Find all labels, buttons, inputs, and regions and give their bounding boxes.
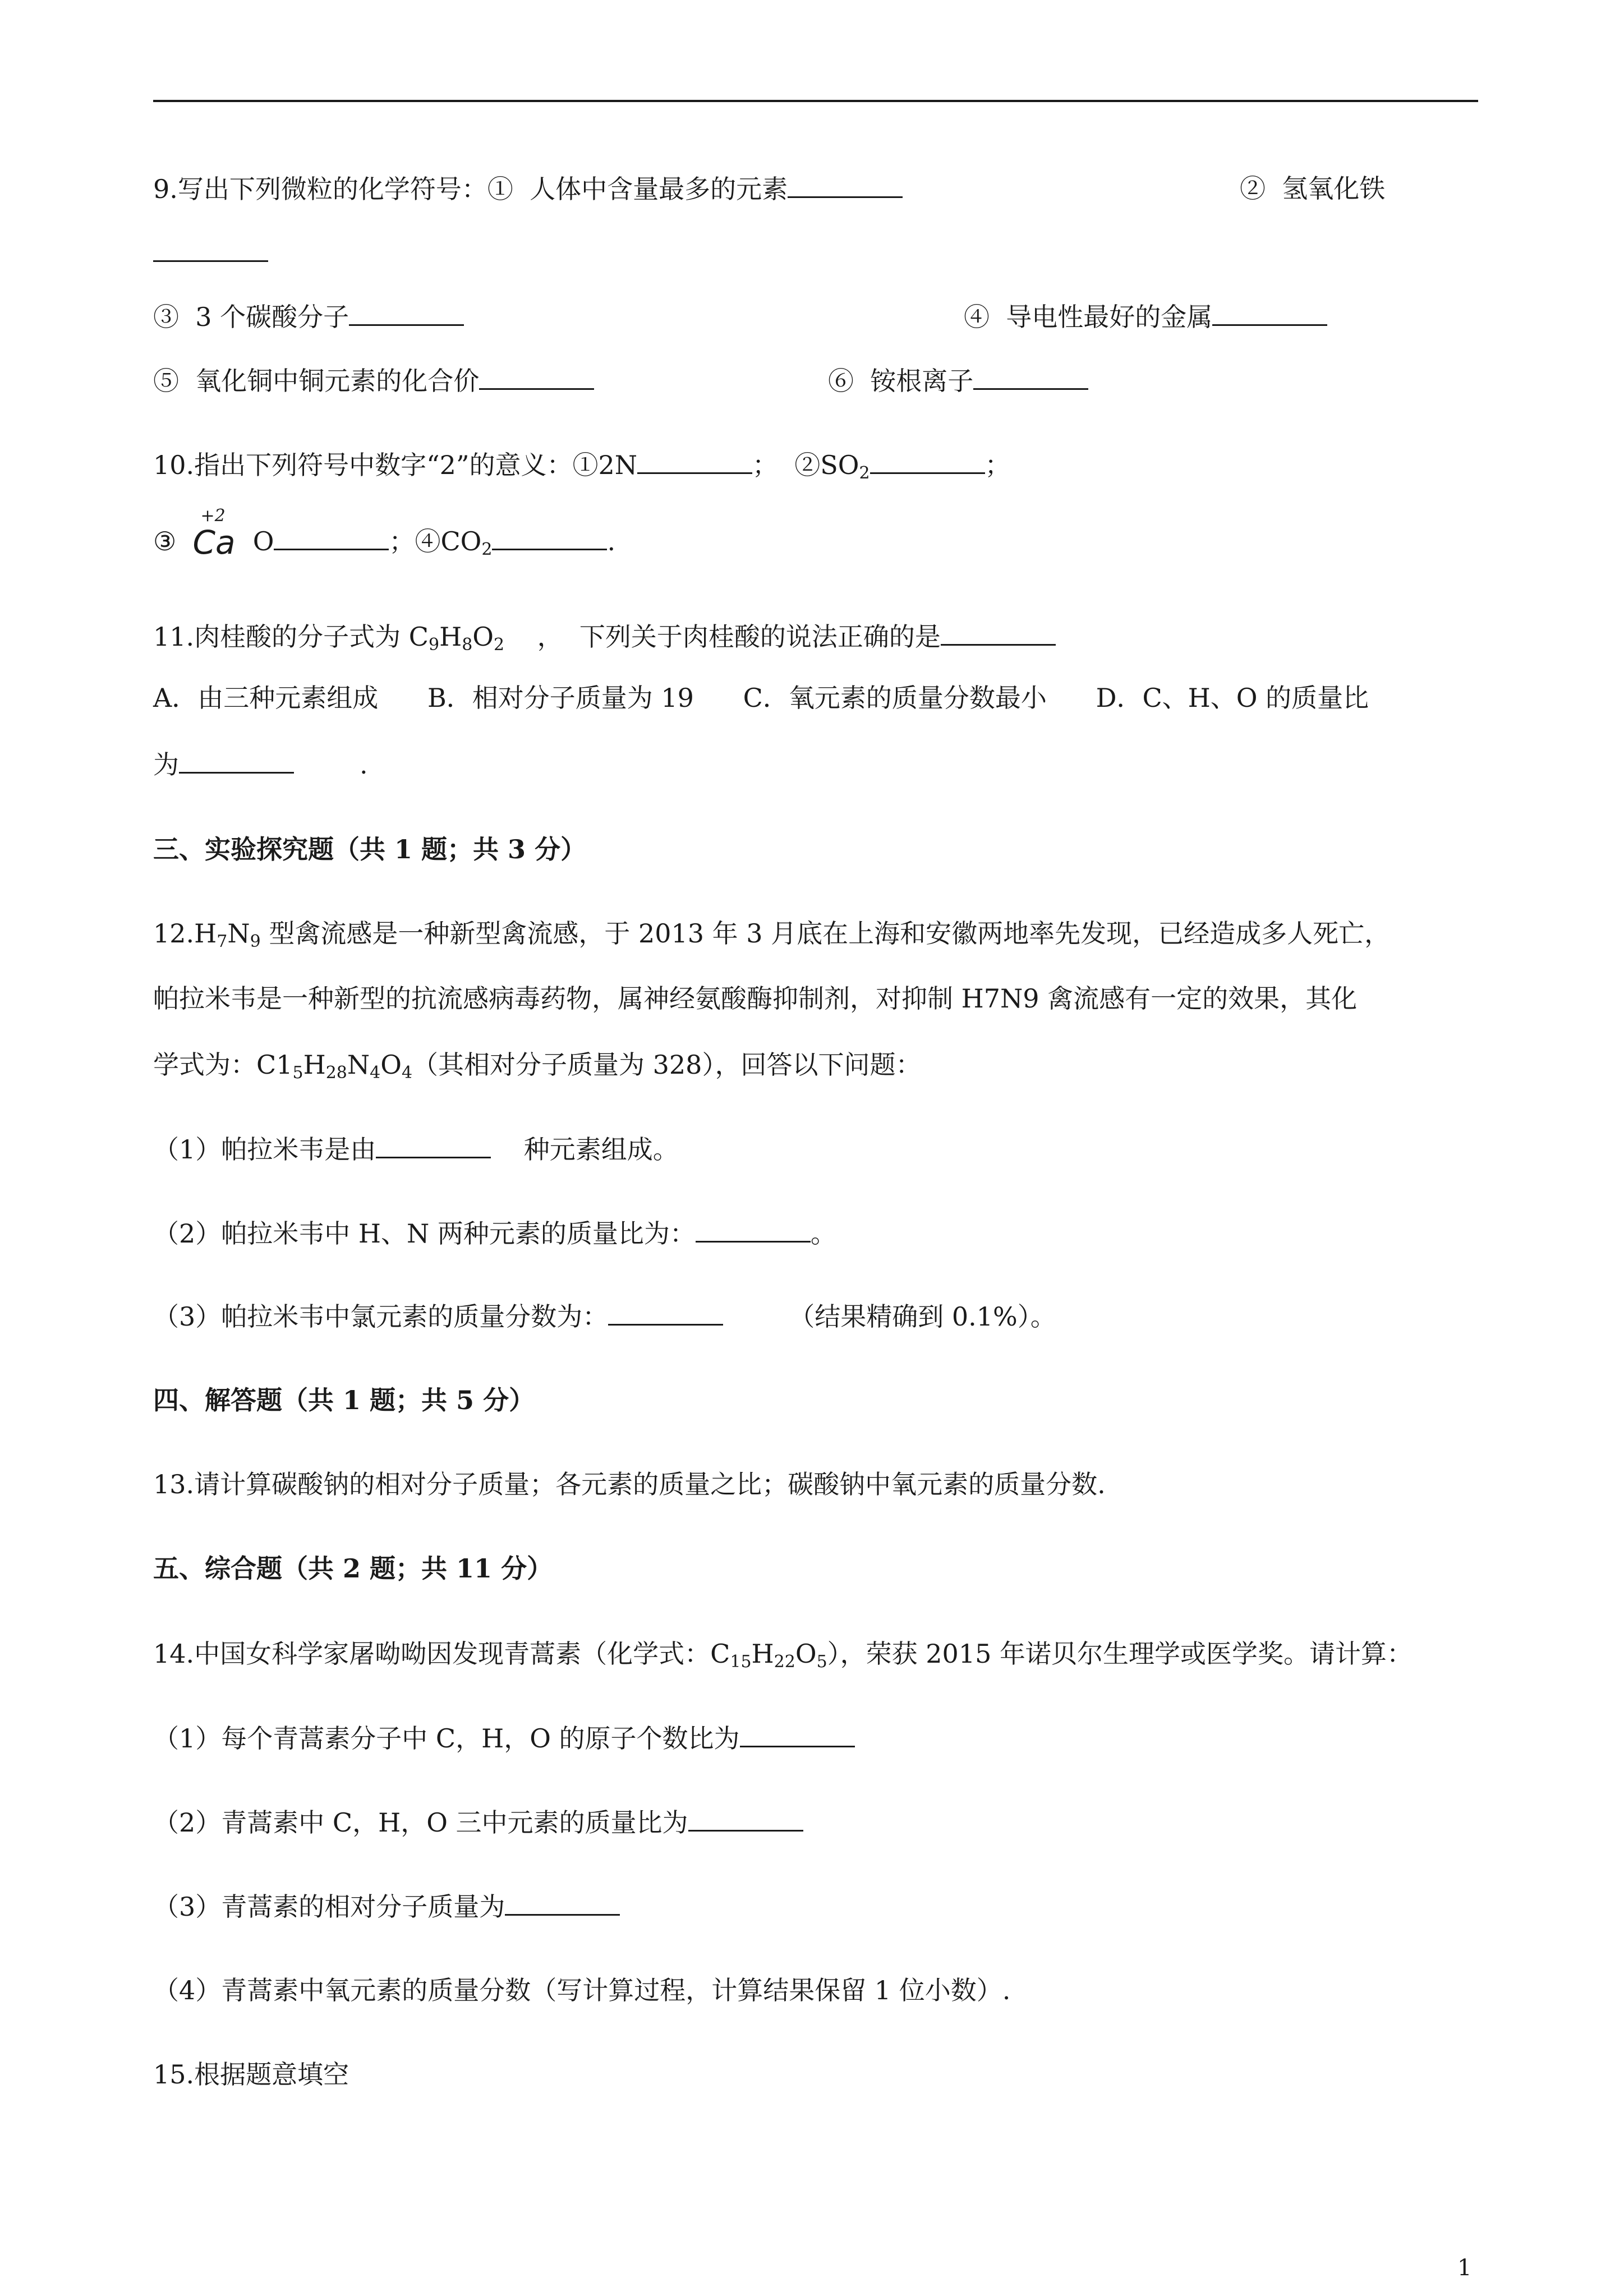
blank xyxy=(740,1721,855,1747)
q14-part2: （2）青蒿素中 C，H，O 三中元素的质量比为 xyxy=(153,1805,803,1839)
page-number: 1 xyxy=(1457,2255,1472,2281)
q14-part4: （4）青蒿素中氧元素的质量分数（写计算过程，计算结果保留 1 位小数）. xyxy=(153,1975,1011,2005)
q9-item6: ⑥ 铵根离子 xyxy=(828,364,1088,398)
q12-part3: （3）帕拉米韦中氯元素的质量分数为： （结果精确到 0.1%）。 xyxy=(153,1299,1056,1333)
q10-line2: ③ +2 Ca O ；$④CO_2$ . xyxy=(153,506,616,562)
q14-part1: （1）每个青蒿素分子中 C，H，O 的原子个数比为 xyxy=(153,1721,855,1755)
blank xyxy=(1212,300,1327,326)
q11-line3: 为 . xyxy=(153,747,368,781)
blank xyxy=(696,1216,811,1243)
section-5-heading: 五、综合题（共 2 题；共 11 分） xyxy=(153,1553,553,1584)
q9-item2-blank xyxy=(153,236,268,270)
q14-line1: 14.中国女科学家屠呦呦因发现青蒿素（化学式：$C_{15}H_{22}O_5$），荣获 2015 年诺贝尔生理学或医学奖。请计算： xyxy=(153,1639,1413,1672)
section-4-heading: 四、解答题（共 1 题；共 5 分） xyxy=(153,1385,535,1415)
q9-line1: 9.写出下列微粒的化学符号：① 人体中含量最多的元素 xyxy=(153,172,903,206)
header-rule xyxy=(153,100,1478,102)
blank xyxy=(973,364,1088,390)
q11-options: A．由三种元素组成 B．相对分子质量为 19 C．氧元素的质量分数最小 D．C、H、O 的质量比 xyxy=(153,683,1369,713)
blank xyxy=(492,524,607,550)
q13: 13.请计算碳酸钠的相对分子质量；各元素的质量之比；碳酸钠中氧元素的质量分数. xyxy=(153,1469,1106,1499)
blank xyxy=(274,524,389,550)
blank xyxy=(688,1805,803,1832)
q12-line1: $12.H_7N_9$ 型禽流感是一种新型禽流感，于 2013 年 3 月底在上海和安徽两地率先发现，已经造成多人死亡， xyxy=(153,918,1391,951)
q12-line2: 帕拉米韦是一种新型的抗流感病毒药物，属神经氨酸酶抑制剂，对抑制 H7N9 禽流感有一定的效果，其化 xyxy=(153,983,1358,1014)
q9-item5: ⑤ 氧化铜中铜元素的化合价 xyxy=(153,364,594,398)
blank xyxy=(179,747,294,774)
blank xyxy=(376,1132,491,1158)
blank xyxy=(941,619,1056,646)
blank xyxy=(349,300,464,326)
q12-part1: （1）帕拉米韦是由 种元素组成。 xyxy=(153,1132,679,1166)
blank xyxy=(608,1299,723,1326)
q9-item2: ② 氢氧化铁 xyxy=(1240,173,1386,204)
blank xyxy=(153,236,268,262)
q12-line3: 学式为：$C1_5H_{28}N_4O_4$（其相对分子质量为 328），回答以下问题： xyxy=(153,1050,922,1083)
section-3-heading: 三、实验探究题（共 1 题；共 3 分） xyxy=(153,834,587,864)
q14-part3: （3）青蒿素的相对分子质量为 xyxy=(153,1889,620,1924)
blank xyxy=(637,448,752,474)
q9-item4: ④ 导电性最好的金属 xyxy=(964,300,1327,334)
blank xyxy=(870,448,985,474)
blank xyxy=(788,172,903,198)
q15: 15.根据题意填空 xyxy=(153,2059,349,2090)
blank xyxy=(505,1889,620,1916)
calcium-charge-symbol: +2 Ca xyxy=(192,506,236,562)
q10-line1: 10.指出下列符号中数字“2”的意义：①2N ； $②SO_2$ ； xyxy=(153,448,1011,482)
blank xyxy=(479,364,594,390)
q9-item3: ③ 3 个碳酸分子 xyxy=(153,300,464,334)
q11-line1: 11.肉桂酸的分子式为 $C_9H_8O_2$ ， 下列关于肉桂酸的说法正确的是 xyxy=(153,619,1056,654)
q12-part2: （2）帕拉米韦中 H、N 两种元素的质量比为： 。 xyxy=(153,1216,836,1250)
